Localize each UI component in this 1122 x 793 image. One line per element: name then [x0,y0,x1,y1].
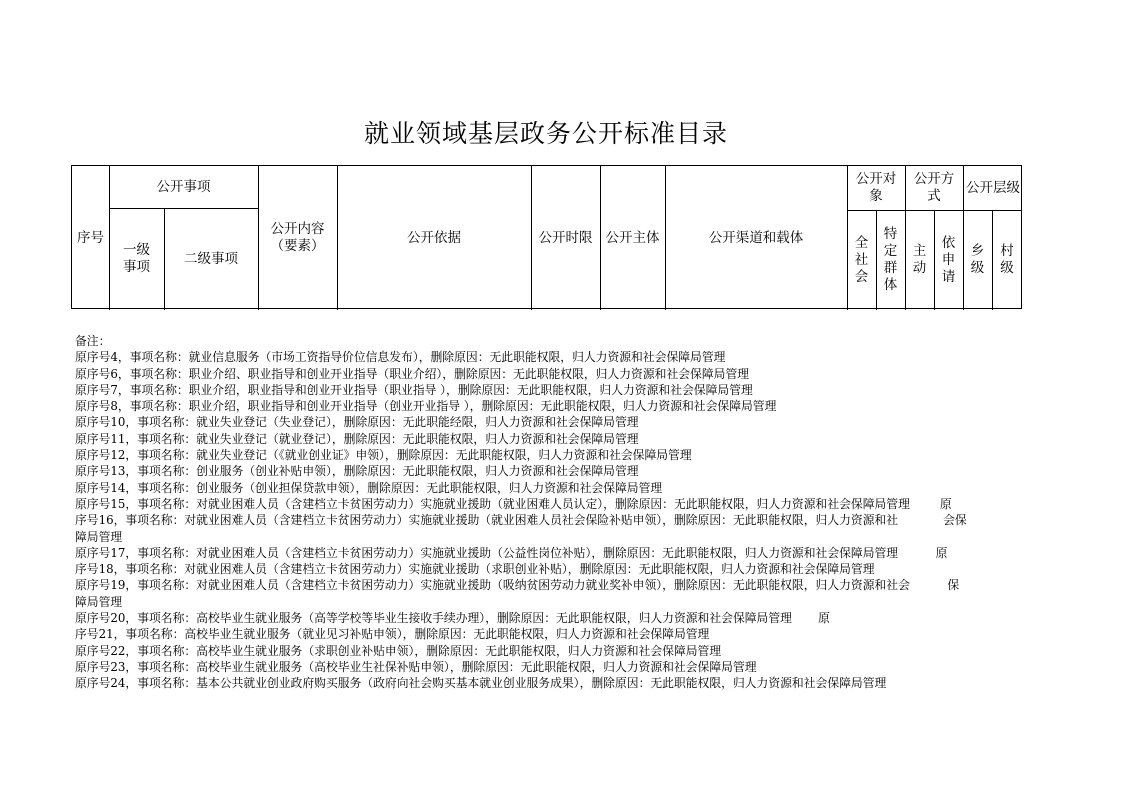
note-line: 原序号12，事项名称：就业失业登记（《就业创业证》申领），删除原因：无此职能权限，归人力资源和社会保障局管理 [75,448,692,463]
col-target-specific: 特 定 群 体 [883,226,898,293]
note-line: 序号16，事项名称：对就业困难人员（含建档立卡贫困劳动力）实施就业援助（就业困难人员社会保险补贴申领），删除原因：无此职能权限，归人力资源和社 会保 [75,513,967,528]
note-line: 原序号7，事项名称：职业介绍，职业指导和创业开业指导（职业指导 ），删除原因：无此职能权限，归人力资源和社会保障局管理 [75,382,753,397]
note-line: 障局管理 [75,594,123,609]
col-basis: 公开依据 [407,229,461,246]
note-line: 原序号15，事项名称：对就业困难人员（含建档立卡贫困劳动力）实施就业援助（就业困难人员认定），删除原因：无此职能权限，归人力资源和社会保障局管理 原 [75,496,952,511]
col-target-all: 全 社 会 [854,234,869,285]
col-level1: 一级 事项 [123,242,150,275]
col-matter: 公开事项 [156,178,211,195]
col-level-village: 村 级 [1000,243,1014,276]
col-content: 公开内容 （要素） [270,221,325,254]
catalog-table-header [71,165,1022,309]
col-target: 公开对 象 [855,171,897,204]
col-level2: 二级事项 [184,250,238,267]
col-method: 公开方 式 [913,171,955,204]
notes-list [75,349,1023,691]
col-seq: 序号 [77,229,104,246]
col-method-apply: 依 申 请 [941,234,956,285]
col-subject: 公开主体 [605,229,660,246]
note-line: 原序号10，事项名称：就业失业登记（失业登记），删除原因：无此职能经限，归人力资源和社会保障局管理 [75,415,639,430]
note-line: 原序号20，事项名称：高校毕业生就业服务（高等学校等毕业生接收手续办理），删除原因：无此职能权限，归人力资源和社会保障局管理 原 [75,611,830,626]
note-line: 原序号11，事项名称：就业失业登记（就业登记），删除原因：无此职能权限，归人力资源和社会保障局管理 [75,431,639,446]
notes-heading: 备注： [75,334,111,348]
note-line: 原序号19，事项名称：对就业困难人员（含建档立卡贫困劳动力）实施就业援助（吸纳贫困劳动力就业奖补申领），删除原因：无此职能权限，归人力资源和社会 保 [75,578,960,593]
note-line: 原序号23，事项名称：高校毕业生就业服务（高校毕业生社保补贴申领），删除原因：无此职能权限，归人力资源和社会保障局管理 [75,659,757,674]
col-channel: 公开渠道和载体 [708,229,804,246]
note-line: 障局管理 [75,529,123,544]
note-line: 原序号14，事项名称：创业服务（创业担保贷款申领），删除原因：无此职能权限，归人力资源和社会保障局管理 [75,480,663,495]
note-line: 原序号4，事项名称：就业信息服务（市场工资指导价位信息发布），删除原因：无此职能权限，归人力资源和社会保障局管理 [75,350,726,365]
note-line: 原序号24，事项名称：基本公共就业创业政府购买服务（政府向社会购买基本就业创业服务成果），删除原因：无此职能权限，归人力资源和社会保障局管理 [75,676,887,691]
col-time-limit: 公开时限 [538,229,593,246]
note-line: 原序号6，事项名称：职业介绍、职业指导和创业开业指导（职业介绍），删除原因：无此职能权限，归人力资源和社会保障局管理 [75,366,750,381]
note-line: 原序号22，事项名称：高校毕业生就业服务（求职创业补贴申领），删除原因：无此职能权限，归人力资源和社会保障局管理 [75,643,722,658]
note-line: 序号21，事项名称：高校毕业生就业服务（就业见习补贴申领），删除原因：无此职能权限，归人力资源和社会保障局管理 [75,627,710,642]
col-level: 公开层级 [966,179,1020,196]
note-line: 原序号8，事项名称：职业介绍，职业指导和创业开业指导（创业开业指导 ），删除原因：无此职能权限，归人力资源和社会保障局管理 [75,399,777,414]
note-line: 原序号13，事项名称：创业服务（创业补贴申领），删除原因：无此职能权限，归人力资源和社会保障局管理 [75,464,639,479]
col-method-active: 主 动 [912,243,927,276]
notes-section [75,333,1023,692]
page-title: 就业领域基层政务公开标准目录 [363,119,728,148]
col-level-town: 乡 级 [970,243,985,276]
note-line: 原序号17，事项名称：对就业困难人员（含建档立卡贫困劳动力）实施就业援助（公益性岗位补贴），删除原因：无此职能权限，归人力资源和社会保障局管理 原 [75,545,948,560]
note-line: 序号18，事项名称：对就业困难人员（含建档立卡贫困劳动力）实施就业援助（求职创业补贴），删除原因：无此职能权限，归人力资源和社会保障局管理 [75,562,875,577]
